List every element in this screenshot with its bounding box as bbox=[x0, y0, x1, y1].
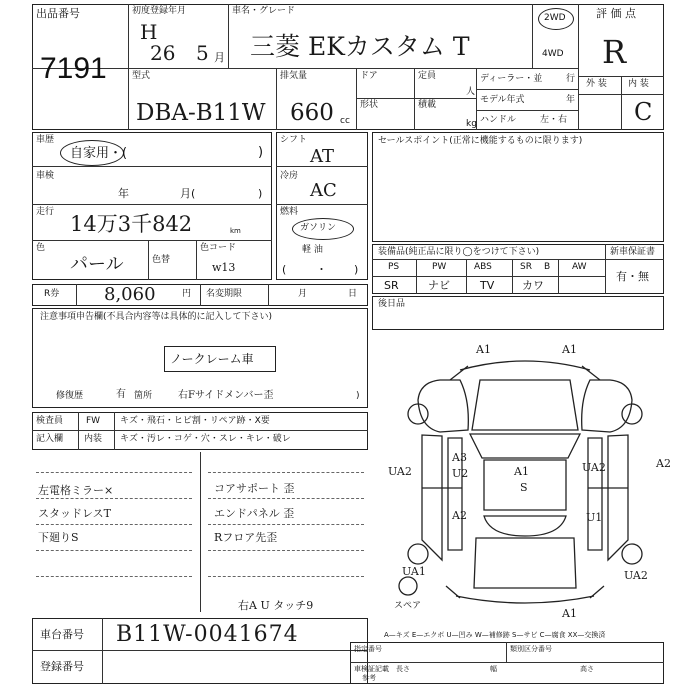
deadline-month: 月 bbox=[298, 289, 308, 299]
ext-label: 外 装 bbox=[586, 79, 607, 89]
mark-left-fender: UA2 bbox=[388, 465, 412, 478]
shaken-close: ) bbox=[258, 187, 263, 200]
mark-fr-top: A1 bbox=[562, 343, 577, 356]
mark-far-right: A2 bbox=[656, 457, 671, 470]
repair-value: 有 bbox=[116, 389, 126, 400]
disp-label: 排気量 bbox=[280, 71, 308, 81]
mark-hood-l2: U2 bbox=[452, 467, 469, 480]
recycle-label: R券 bbox=[44, 289, 60, 299]
int-insp-items: キズ・汚レ・コゲ・穴・スレ・キレ・破レ bbox=[120, 434, 291, 444]
mark-right-door: U1 bbox=[586, 511, 603, 524]
dealer-label: ディーラー・並 bbox=[480, 74, 543, 84]
color-value: パール bbox=[70, 254, 124, 275]
deadline-day: 日 bbox=[348, 289, 358, 299]
mark-fl-top: A1 bbox=[476, 343, 491, 356]
disp-value: 660 bbox=[290, 100, 334, 126]
history-value: 自家用・( bbox=[70, 146, 128, 161]
fuel-value: ガソリン bbox=[300, 223, 337, 233]
chassis-value: B11W-0041674 bbox=[116, 622, 299, 647]
model-code: DBA-B11W bbox=[136, 100, 266, 126]
mark-right-rear: UA2 bbox=[624, 569, 648, 582]
eval-score: R bbox=[602, 33, 627, 71]
disp-unit: cc bbox=[340, 116, 350, 126]
shift-label: シフト bbox=[280, 135, 308, 145]
repair-part-value: 右Fサイドメンバー歪 bbox=[178, 390, 274, 401]
equip-leather: カワ bbox=[522, 279, 544, 292]
spare-label: スペア bbox=[394, 601, 422, 611]
note-left-1: 左電格ミラー× bbox=[38, 484, 114, 497]
cap-unit: 人 bbox=[466, 87, 476, 97]
equip-b: B bbox=[544, 262, 551, 272]
back-item-frame bbox=[372, 296, 664, 330]
equip-tv: TV bbox=[480, 279, 495, 292]
width-label: 幅 bbox=[490, 665, 497, 673]
shift-value: AT bbox=[310, 146, 335, 167]
lot-label: 出品番号 bbox=[36, 7, 80, 20]
equip-aw: AW bbox=[572, 262, 587, 272]
door-label: ドア bbox=[360, 71, 378, 81]
history-label: 車歴 bbox=[36, 135, 55, 145]
repair-label: 修復歴 bbox=[56, 391, 84, 401]
note-right-3: Rフロア先歪 bbox=[214, 531, 278, 544]
equip-navi: ナビ bbox=[428, 279, 450, 292]
spec-frame bbox=[350, 642, 664, 684]
fuel-dot: ・ bbox=[316, 263, 327, 276]
equip-abs: ABS bbox=[474, 262, 492, 272]
notes-label: 注意事項申告欄(不具合内容等は具体的に記入して下さい) bbox=[40, 312, 273, 322]
fuel-close: ) bbox=[354, 263, 359, 276]
reg-month-unit: 月 bbox=[214, 51, 225, 64]
dealer-suffix: 行 bbox=[566, 74, 576, 84]
mark-hood-c2: S bbox=[520, 481, 528, 494]
back-label: 後日品 bbox=[378, 299, 406, 309]
fw-label: FW bbox=[86, 416, 101, 426]
load-label: 積載 bbox=[418, 100, 437, 110]
fuel-label: 燃料 bbox=[280, 207, 299, 217]
fw-items: キズ・飛石・ヒビ割・リペア跡・X要 bbox=[120, 416, 270, 426]
dims-label: 車検証記載 bbox=[354, 665, 389, 673]
mark-rear-bottom: A1 bbox=[562, 607, 577, 620]
height-label: 高さ bbox=[580, 665, 594, 673]
equip-pw: PW bbox=[432, 262, 447, 272]
int-score: C bbox=[634, 98, 653, 126]
deadline-label: 名変期限 bbox=[206, 289, 243, 299]
name-label: 車名・グレード bbox=[232, 6, 296, 16]
mark-hood-l1: A3 bbox=[452, 451, 467, 464]
noclaim-text: ノークレーム車 bbox=[170, 352, 254, 366]
reg-year: 26 bbox=[150, 41, 176, 65]
sales-frame bbox=[372, 132, 664, 242]
equipment-label: 装備品(純正品に限り◯をつけて下さい) bbox=[378, 247, 540, 257]
mark-left-rear: UA1 bbox=[402, 565, 426, 578]
length-label: 長さ bbox=[396, 665, 410, 673]
equip-sr2: SR bbox=[384, 279, 399, 292]
drive-4wd: 4WD bbox=[542, 49, 564, 59]
reg-label: 初度登録年月 bbox=[132, 6, 187, 16]
dims-ref: 参考 bbox=[362, 674, 376, 682]
color-code-label: 色コード bbox=[200, 243, 237, 253]
modelyear-suffix: 年 bbox=[566, 95, 576, 105]
handle-label: ハンドル bbox=[480, 115, 517, 125]
type-label: 類別区分番号 bbox=[510, 645, 552, 653]
chassis-label: 車台番号 bbox=[40, 628, 84, 641]
recycle-unit: 円 bbox=[182, 289, 192, 299]
note-left-2: スタッドレスT bbox=[38, 507, 112, 520]
shaken-label: 車検 bbox=[36, 171, 55, 181]
spec-label: 指定番号 bbox=[354, 645, 382, 653]
fill-label: 記入欄 bbox=[36, 434, 64, 444]
int-insp-label: 内装 bbox=[84, 434, 103, 444]
reg-era: H bbox=[140, 20, 158, 44]
sales-label: セールスポイント(正常に機能するものに限ります) bbox=[378, 136, 583, 146]
mark-right-fender: UA2 bbox=[582, 461, 606, 474]
mileage-label: 走行 bbox=[36, 207, 55, 217]
car-diagram bbox=[380, 340, 680, 630]
cap-label: 定員 bbox=[418, 71, 437, 81]
equip-ps: PS bbox=[388, 262, 400, 272]
color-label: 色 bbox=[36, 243, 46, 253]
car-name: 三菱 EKカスタム T bbox=[250, 32, 470, 61]
lot-number: 7191 bbox=[40, 52, 107, 85]
inspector-label: 検査員 bbox=[36, 416, 64, 426]
handle-value: 左・右 bbox=[540, 115, 568, 125]
shaken-year: 年 bbox=[118, 187, 129, 200]
eval-label: 評 価 点 bbox=[596, 7, 636, 20]
note-right-2: エンドパネル 歪 bbox=[214, 507, 295, 520]
modelyear-label: モデル年式 bbox=[480, 95, 525, 105]
mileage-value: 14万3千842 bbox=[70, 212, 193, 236]
model-label: 型式 bbox=[132, 71, 151, 81]
shaken-month: 月( bbox=[180, 187, 196, 200]
mileage-unit: km bbox=[230, 227, 241, 235]
recycle-value: 8,060 bbox=[104, 284, 156, 305]
int-label: 内 装 bbox=[628, 79, 649, 89]
color-change-label: 色替 bbox=[152, 255, 171, 265]
repair-part-label: 箇所 bbox=[134, 391, 153, 401]
mark-left-door: A2 bbox=[452, 509, 467, 522]
ac-label: 冷房 bbox=[280, 171, 299, 181]
warranty-label: 新車保証書 bbox=[610, 247, 656, 257]
mark-hood-c1: A1 bbox=[514, 465, 529, 478]
load-unit: kg bbox=[466, 119, 477, 129]
shape-label: 形状 bbox=[360, 100, 379, 110]
legend-text: A—キズ E—エクボ U—凹み W—補修跡 S—サビ C—腐食 XX—交換済 bbox=[384, 631, 606, 639]
warranty-value: 有・無 bbox=[616, 270, 649, 283]
diesel-label: 軽 油 bbox=[302, 245, 323, 255]
note-right-1: コアサポート 歪 bbox=[214, 482, 295, 495]
ac-value: AC bbox=[310, 180, 337, 201]
regno-label: 登録番号 bbox=[40, 660, 84, 673]
drive-2wd: 2WD bbox=[544, 13, 566, 23]
reg-month: 5 bbox=[196, 41, 209, 65]
history-close: ) bbox=[258, 145, 264, 160]
repair-close: ) bbox=[356, 391, 360, 401]
fuel-open: ( bbox=[282, 263, 287, 276]
equip-sr1: SR bbox=[520, 262, 532, 272]
note-left-3: 下廻りS bbox=[38, 531, 79, 544]
color-code-value: w13 bbox=[212, 261, 236, 274]
note-bottom: 右A U タッチ9 bbox=[238, 599, 314, 612]
